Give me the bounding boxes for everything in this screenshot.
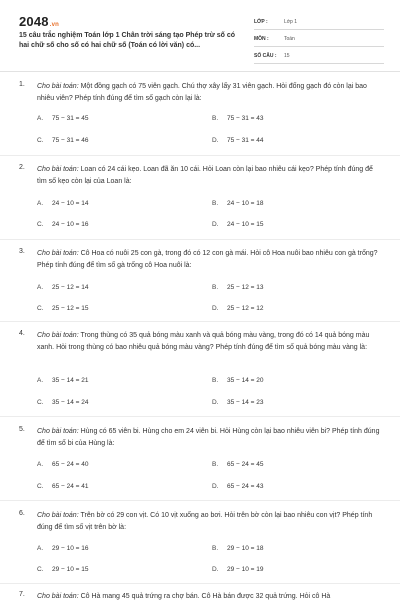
option-letter: D. bbox=[212, 305, 219, 312]
question-number: 3. bbox=[19, 248, 25, 255]
option-letter: D. bbox=[212, 221, 219, 228]
question-lead: Cho bài toán: bbox=[37, 332, 79, 339]
option-text: 35 − 14 = 23 bbox=[227, 399, 264, 406]
option-b[interactable] bbox=[212, 115, 264, 122]
question-number: 7. bbox=[19, 591, 25, 598]
option-b[interactable] bbox=[212, 545, 264, 552]
option-letter: D. bbox=[212, 399, 219, 406]
question-lead: Cho bài toán: bbox=[37, 593, 79, 600]
worksheet-header bbox=[0, 0, 400, 70]
option-a[interactable] bbox=[37, 284, 89, 291]
header-divider bbox=[0, 71, 400, 72]
option-d[interactable] bbox=[212, 305, 264, 312]
question-separator bbox=[0, 321, 400, 322]
option-text: 29 − 10 = 19 bbox=[227, 566, 264, 573]
question-body: Hùng có 65 viên bi. Hùng cho em 24 viên bi. Hỏi Hùng còn lại bao nhiêu viên bi? Phép tính đúng để tìm số bi của Hùng là: bbox=[37, 428, 380, 447]
option-text: 35 − 14 = 20 bbox=[227, 377, 264, 384]
option-c[interactable] bbox=[37, 137, 89, 144]
option-text: 65 − 24 = 41 bbox=[52, 483, 89, 490]
option-text: 25 − 12 = 14 bbox=[52, 284, 89, 291]
logo-text: 2048 bbox=[19, 14, 49, 29]
question-text bbox=[37, 81, 384, 105]
question-body: Trên bờ có 29 con vịt. Có 10 vịt xuống ao bơi. Hỏi trên bờ còn lại bao nhiêu con vịt? Phép tính đúng để tìm số vịt trên bờ là: bbox=[37, 512, 373, 531]
question-lead: Cho bài toán: bbox=[37, 83, 79, 90]
question-body: Cô Hà mang 45 quả trứng ra chợ bán. Cô Hà bán được 32 quả trứng. Hỏi cô Hà bbox=[78, 593, 331, 600]
option-d[interactable] bbox=[212, 399, 264, 406]
option-letter: C. bbox=[37, 483, 44, 490]
option-text: 24 − 10 = 16 bbox=[52, 221, 89, 228]
option-letter: D. bbox=[212, 483, 219, 490]
question-text bbox=[37, 426, 384, 450]
question-body: Loan có 24 cái kẹo. Loan đã ăn 10 cái. Hỏi Loan còn lại bao nhiêu cái kẹo? Phép tính đúng để tìm số kẹo còn lại của Loan là: bbox=[37, 166, 373, 185]
option-text: 75 − 31 = 43 bbox=[227, 115, 264, 122]
question-separator bbox=[0, 155, 400, 156]
question-text bbox=[37, 330, 384, 354]
option-text: 65 − 24 = 43 bbox=[227, 483, 264, 490]
meta-row-subject bbox=[254, 31, 384, 47]
question-number: 6. bbox=[19, 510, 25, 517]
option-a[interactable] bbox=[37, 545, 89, 552]
option-a[interactable] bbox=[37, 115, 89, 122]
question-body: Cô Hoa có nuôi 25 con gà, trong đó có 12 con gà mái. Hỏi cô Hoa nuôi bao nhiêu con gà trống? Phép tính đúng để tìm số gà trống cô Hoa nuôi là: bbox=[37, 250, 378, 269]
option-letter: D. bbox=[212, 137, 219, 144]
meta-value: Lớp 1 bbox=[284, 18, 298, 25]
option-a[interactable] bbox=[37, 461, 89, 468]
meta-info-box bbox=[254, 14, 384, 65]
question-text bbox=[37, 248, 384, 272]
option-letter: C. bbox=[37, 137, 44, 144]
option-text: 75 − 31 = 46 bbox=[52, 137, 89, 144]
option-letter: C. bbox=[37, 305, 44, 312]
option-letter: B. bbox=[212, 284, 219, 291]
question-separator bbox=[0, 239, 400, 240]
option-d[interactable] bbox=[212, 483, 264, 490]
option-letter: A. bbox=[37, 284, 44, 291]
logo-tld: .vn bbox=[49, 22, 60, 28]
option-letter: B. bbox=[212, 545, 219, 552]
question-number: 5. bbox=[19, 426, 25, 433]
question-number: 1. bbox=[19, 81, 25, 88]
question-lead: Cho bài toán: bbox=[37, 512, 79, 519]
option-letter: C. bbox=[37, 221, 44, 228]
option-b[interactable] bbox=[212, 461, 264, 468]
meta-label: LỚP : bbox=[254, 18, 268, 25]
question-lead: Cho bài toán: bbox=[37, 250, 79, 257]
option-letter: C. bbox=[37, 399, 44, 406]
question-text bbox=[37, 164, 384, 188]
option-letter: A. bbox=[37, 200, 44, 207]
option-text: 75 − 31 = 45 bbox=[52, 115, 89, 122]
option-text: 29 − 10 = 15 bbox=[52, 566, 89, 573]
question-separator bbox=[0, 416, 400, 417]
question-text bbox=[37, 510, 384, 534]
option-c[interactable] bbox=[37, 399, 89, 406]
option-text: 24 − 10 = 15 bbox=[227, 221, 264, 228]
option-d[interactable] bbox=[212, 137, 264, 144]
option-d[interactable] bbox=[212, 221, 264, 228]
option-letter: B. bbox=[212, 377, 219, 384]
meta-row-grade bbox=[254, 14, 384, 30]
option-letter: A. bbox=[37, 115, 44, 122]
option-text: 35 − 14 = 21 bbox=[52, 377, 89, 384]
option-text: 35 − 14 = 24 bbox=[52, 399, 89, 406]
option-b[interactable] bbox=[212, 284, 264, 291]
option-letter: A. bbox=[37, 545, 44, 552]
option-letter: B. bbox=[212, 200, 219, 207]
option-text: 25 − 12 = 13 bbox=[227, 284, 264, 291]
option-b[interactable] bbox=[212, 200, 264, 207]
question-body: Trong thùng có 35 quả bóng màu xanh và quả bóng màu vàng, trong đó có 14 quả bóng màu xanh. Hỏi trong thùng có bao nhiêu quả bóng màu vàng? Phép tính đúng để tìm số quả bóng màu vàng là: bbox=[37, 332, 370, 351]
option-text: 65 − 24 = 40 bbox=[52, 461, 89, 468]
option-letter: C. bbox=[37, 566, 44, 573]
option-letter: A. bbox=[37, 461, 44, 468]
meta-value: Toán bbox=[284, 35, 295, 42]
option-c[interactable] bbox=[37, 566, 89, 573]
option-text: 29 − 10 = 18 bbox=[227, 545, 264, 552]
option-a[interactable] bbox=[37, 200, 89, 207]
question-text bbox=[37, 591, 384, 600]
option-text: 25 − 12 = 15 bbox=[52, 305, 89, 312]
option-b[interactable] bbox=[212, 377, 264, 384]
option-text: 25 − 12 = 12 bbox=[227, 305, 264, 312]
question-number: 2. bbox=[19, 164, 25, 171]
question-separator bbox=[0, 500, 400, 501]
option-text: 65 − 24 = 45 bbox=[227, 461, 264, 468]
site-logo[interactable] bbox=[19, 14, 59, 29]
option-letter: B. bbox=[212, 461, 219, 468]
document-title: 15 câu trắc nghiệm Toán lớp 1 Chân trời sáng tạo Phép trừ số có hai chữ số cho số có hai chữ số (Toán có lời văn) có... bbox=[19, 32, 235, 49]
option-c[interactable] bbox=[37, 483, 89, 490]
option-text: 75 − 31 = 44 bbox=[227, 137, 264, 144]
question-number: 4. bbox=[19, 330, 25, 337]
question-lead: Cho bài toán: bbox=[37, 166, 79, 173]
meta-label: MÔN : bbox=[254, 35, 269, 42]
question-separator bbox=[0, 583, 400, 584]
option-letter: B. bbox=[212, 115, 219, 122]
meta-row-question-count bbox=[254, 48, 384, 64]
question-body: Một đồng gạch có 75 viên gạch. Chú thợ xây lấy 31 viên gạch. Hỏi đống gạch đó còn lại bao nhiêu viên? Phép tính đúng để tìm số gạch còn lại là: bbox=[37, 83, 367, 102]
option-text: 24 − 10 = 18 bbox=[227, 200, 264, 207]
option-letter: D. bbox=[212, 566, 219, 573]
meta-value: 15 bbox=[284, 52, 290, 59]
option-text: 24 − 10 = 14 bbox=[52, 200, 89, 207]
option-text: 29 − 10 = 16 bbox=[52, 545, 89, 552]
option-letter: A. bbox=[37, 377, 44, 384]
option-c[interactable] bbox=[37, 221, 89, 228]
option-d[interactable] bbox=[212, 566, 264, 573]
option-c[interactable] bbox=[37, 305, 89, 312]
option-a[interactable] bbox=[37, 377, 89, 384]
question-lead: Cho bài toán: bbox=[37, 428, 79, 435]
meta-label: SỐ CÂU : bbox=[254, 52, 277, 59]
